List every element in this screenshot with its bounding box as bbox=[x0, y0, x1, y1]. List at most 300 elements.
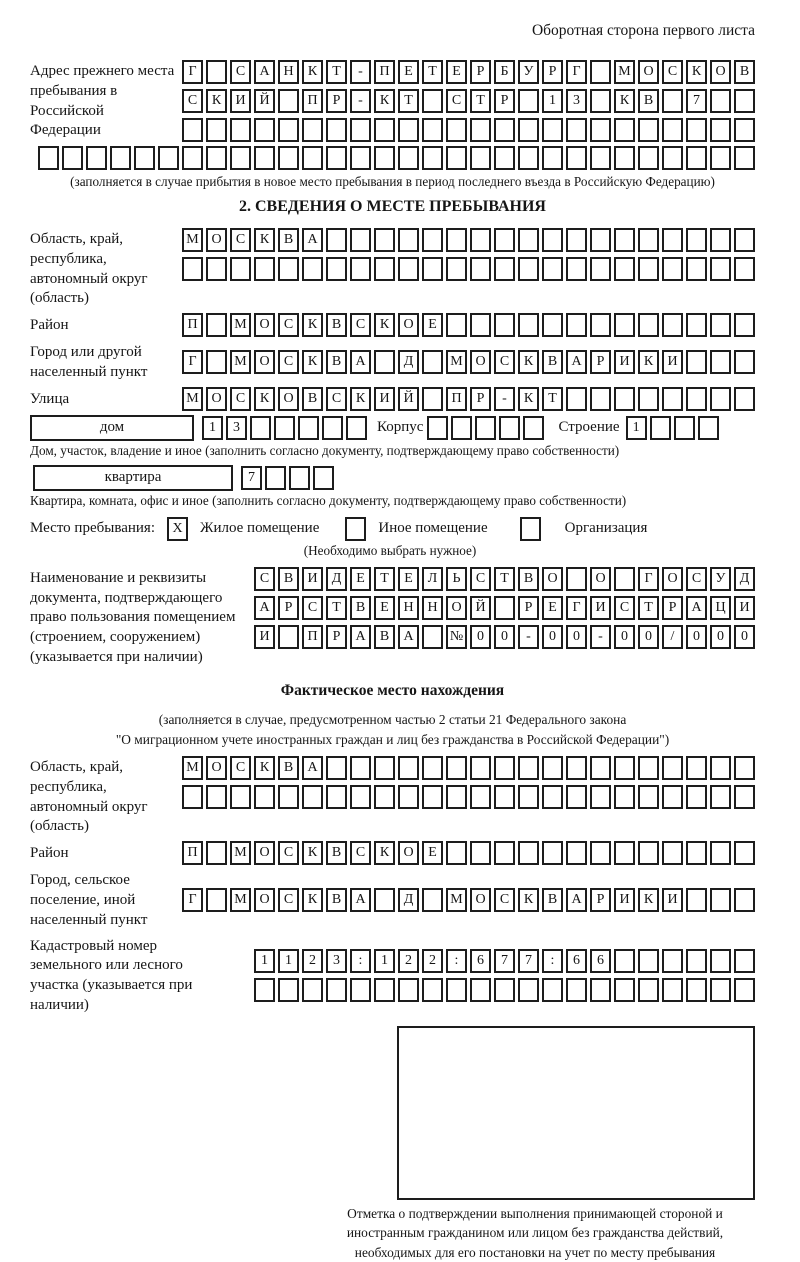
char-box bbox=[710, 387, 731, 411]
char-box bbox=[278, 978, 299, 1002]
char-box: П bbox=[374, 60, 395, 84]
char-box bbox=[475, 416, 496, 440]
district-label: Район bbox=[30, 317, 69, 334]
char-box: 2 bbox=[302, 949, 323, 973]
char-box: С bbox=[470, 567, 491, 591]
char-box bbox=[638, 313, 659, 337]
char-box bbox=[662, 146, 683, 170]
char-box bbox=[710, 841, 731, 865]
char-box: О bbox=[254, 888, 275, 912]
char-box bbox=[422, 257, 443, 281]
char-box: А bbox=[302, 228, 323, 252]
char-box bbox=[518, 756, 539, 780]
char-box bbox=[499, 416, 520, 440]
char-box: Ь bbox=[446, 567, 467, 591]
char-box bbox=[734, 756, 755, 780]
char-box bbox=[542, 978, 563, 1002]
char-box: П bbox=[182, 841, 203, 865]
document-block bbox=[30, 567, 755, 668]
char-box bbox=[518, 146, 539, 170]
char-box bbox=[446, 978, 467, 1002]
char-box: К bbox=[614, 89, 635, 113]
char-box bbox=[470, 146, 491, 170]
cadastral-block bbox=[30, 935, 755, 1016]
char-box: Д bbox=[326, 567, 347, 591]
char-box bbox=[734, 949, 755, 973]
char-box bbox=[206, 841, 227, 865]
char-box bbox=[494, 257, 515, 281]
char-box bbox=[326, 785, 347, 809]
char-box bbox=[254, 257, 275, 281]
char-box: К bbox=[302, 841, 323, 865]
char-box: К bbox=[518, 387, 539, 411]
char-box bbox=[374, 756, 395, 780]
city-label: Город или другой населенный пункт bbox=[30, 344, 148, 380]
char-box: О bbox=[254, 350, 275, 374]
char-box bbox=[494, 841, 515, 865]
char-box bbox=[518, 785, 539, 809]
section-2-title: 2. СВЕДЕНИЯ О МЕСТЕ ПРЕБЫВАНИЯ bbox=[239, 198, 546, 215]
char-box: В bbox=[542, 350, 563, 374]
char-box bbox=[422, 978, 443, 1002]
char-box: Н bbox=[422, 596, 443, 620]
char-box bbox=[686, 257, 707, 281]
char-box bbox=[542, 785, 563, 809]
char-box: 0 bbox=[686, 625, 707, 649]
char-box: Й bbox=[470, 596, 491, 620]
char-box bbox=[734, 888, 755, 912]
char-box: П bbox=[182, 313, 203, 337]
char-box bbox=[350, 785, 371, 809]
region-row-2 bbox=[182, 257, 755, 281]
char-box: 1 bbox=[374, 949, 395, 973]
char-box: С bbox=[614, 596, 635, 620]
confirmation-note: Отметка о подтверждении выполнения принимающей стороной и иностранным гражданином или лицом без гражданства действий, необходимых для его постановки на учет по месту пребывания bbox=[346, 1205, 724, 1260]
char-box: С bbox=[302, 596, 323, 620]
stay-option-dwelling-label: Жилое помещение bbox=[200, 520, 320, 537]
char-box bbox=[614, 118, 635, 142]
char-box bbox=[518, 313, 539, 337]
house-block bbox=[30, 415, 755, 441]
char-box: Й bbox=[398, 387, 419, 411]
char-box: Г bbox=[566, 596, 587, 620]
char-box bbox=[322, 416, 343, 440]
char-box bbox=[451, 416, 472, 440]
char-box: 7 bbox=[494, 949, 515, 973]
char-box bbox=[734, 841, 755, 865]
char-box bbox=[254, 118, 275, 142]
street-block bbox=[30, 387, 755, 411]
char-box bbox=[638, 785, 659, 809]
char-box: О bbox=[470, 350, 491, 374]
char-box bbox=[614, 978, 635, 1002]
street-label: Улица bbox=[30, 390, 70, 407]
char-box bbox=[346, 416, 367, 440]
prev-address-row-2 bbox=[182, 89, 755, 113]
char-box bbox=[614, 313, 635, 337]
char-box: О bbox=[398, 841, 419, 865]
char-box bbox=[134, 146, 155, 170]
street-row bbox=[182, 387, 755, 411]
char-box: В bbox=[326, 841, 347, 865]
char-box bbox=[278, 118, 299, 142]
char-box: О bbox=[638, 60, 659, 84]
char-box: И bbox=[230, 89, 251, 113]
char-box: 7 bbox=[686, 89, 707, 113]
char-box: И bbox=[254, 625, 275, 649]
char-box bbox=[206, 118, 227, 142]
char-box: С bbox=[350, 841, 371, 865]
char-box bbox=[662, 228, 683, 252]
document-row-2 bbox=[254, 596, 755, 620]
char-box bbox=[662, 387, 683, 411]
char-box bbox=[710, 146, 731, 170]
char-box: Р bbox=[662, 596, 683, 620]
char-box bbox=[182, 785, 203, 809]
actual-district-row bbox=[182, 841, 755, 865]
char-box bbox=[422, 350, 443, 374]
char-box bbox=[638, 949, 659, 973]
char-box: В bbox=[326, 313, 347, 337]
char-box bbox=[590, 785, 611, 809]
char-box bbox=[662, 89, 683, 113]
char-box: И bbox=[734, 596, 755, 620]
char-box bbox=[427, 416, 448, 440]
char-box: М bbox=[614, 60, 635, 84]
char-box bbox=[662, 756, 683, 780]
char-box bbox=[289, 466, 310, 490]
actual-region-row-2 bbox=[182, 785, 755, 809]
char-box: В bbox=[278, 567, 299, 591]
char-box: : bbox=[446, 949, 467, 973]
char-box: В bbox=[326, 350, 347, 374]
char-box: К bbox=[686, 60, 707, 84]
char-box bbox=[542, 146, 563, 170]
char-box: Т bbox=[398, 89, 419, 113]
char-box bbox=[662, 785, 683, 809]
char-box bbox=[422, 756, 443, 780]
char-box: Р bbox=[590, 350, 611, 374]
char-box bbox=[638, 756, 659, 780]
char-box: А bbox=[254, 596, 275, 620]
district-block bbox=[30, 313, 755, 337]
prev-address-row-4 bbox=[38, 146, 755, 170]
char-box bbox=[110, 146, 131, 170]
char-box bbox=[250, 416, 271, 440]
char-box: К bbox=[254, 387, 275, 411]
char-box bbox=[470, 313, 491, 337]
char-box: К bbox=[374, 313, 395, 337]
char-box bbox=[206, 785, 227, 809]
document-grids bbox=[254, 567, 755, 649]
char-box bbox=[446, 785, 467, 809]
prev-address-grids bbox=[182, 60, 755, 142]
char-box bbox=[566, 978, 587, 1002]
char-box bbox=[614, 228, 635, 252]
char-box: : bbox=[542, 949, 563, 973]
char-box bbox=[686, 756, 707, 780]
actual-location-title: Фактическое место нахождения bbox=[280, 681, 505, 699]
char-box bbox=[734, 313, 755, 337]
char-box: Г bbox=[182, 888, 203, 912]
char-box bbox=[398, 257, 419, 281]
char-box bbox=[614, 949, 635, 973]
char-box: Е bbox=[422, 313, 443, 337]
char-box bbox=[686, 146, 707, 170]
char-box: С bbox=[662, 60, 683, 84]
char-box bbox=[182, 146, 203, 170]
char-box: С bbox=[278, 313, 299, 337]
char-box: С bbox=[278, 841, 299, 865]
char-box bbox=[206, 257, 227, 281]
char-box: 1 bbox=[202, 416, 223, 440]
char-box: М bbox=[230, 841, 251, 865]
char-box: М bbox=[182, 756, 203, 780]
char-box bbox=[523, 416, 544, 440]
char-box bbox=[734, 978, 755, 1002]
char-box: А bbox=[350, 888, 371, 912]
char-box: М bbox=[230, 888, 251, 912]
char-box: С bbox=[494, 350, 515, 374]
char-box: С bbox=[446, 89, 467, 113]
char-box: О bbox=[206, 228, 227, 252]
char-box bbox=[710, 257, 731, 281]
char-box bbox=[278, 146, 299, 170]
char-box bbox=[313, 466, 334, 490]
char-box bbox=[38, 146, 59, 170]
char-box bbox=[710, 785, 731, 809]
char-box bbox=[590, 89, 611, 113]
char-box bbox=[542, 118, 563, 142]
char-box: В bbox=[326, 888, 347, 912]
prev-address-row-3 bbox=[182, 118, 755, 142]
char-box: В bbox=[278, 228, 299, 252]
char-box: П bbox=[302, 625, 323, 649]
char-box bbox=[494, 978, 515, 1002]
char-box: Т bbox=[470, 89, 491, 113]
char-box: А bbox=[566, 350, 587, 374]
char-box bbox=[398, 756, 419, 780]
char-box bbox=[710, 978, 731, 1002]
char-box bbox=[614, 567, 635, 591]
actual-city-row bbox=[182, 888, 755, 912]
char-box: М bbox=[182, 387, 203, 411]
char-box bbox=[326, 118, 347, 142]
char-box bbox=[278, 625, 299, 649]
char-box: П bbox=[446, 387, 467, 411]
char-box bbox=[326, 257, 347, 281]
char-box bbox=[265, 466, 286, 490]
char-box bbox=[374, 146, 395, 170]
char-box: 0 bbox=[614, 625, 635, 649]
stay-option-other-premises-label: Иное помещение bbox=[378, 520, 488, 537]
char-box bbox=[710, 89, 731, 113]
char-box bbox=[470, 118, 491, 142]
stay-option-organization-label: Организация bbox=[564, 520, 648, 537]
actual-city-label: Город, сельское поселение, иной населенный пункт bbox=[30, 872, 148, 928]
char-box bbox=[230, 118, 251, 142]
char-box: 1 bbox=[626, 416, 647, 440]
char-box bbox=[566, 146, 587, 170]
char-box bbox=[182, 118, 203, 142]
char-box bbox=[566, 785, 587, 809]
char-box: О bbox=[254, 841, 275, 865]
korpus-cells bbox=[427, 416, 544, 440]
char-box bbox=[590, 387, 611, 411]
prev-address-row-4-wrap bbox=[30, 146, 755, 170]
char-box bbox=[590, 146, 611, 170]
char-box bbox=[470, 228, 491, 252]
char-box: Е bbox=[398, 60, 419, 84]
char-box: Д bbox=[398, 888, 419, 912]
actual-region-block bbox=[30, 756, 755, 837]
char-box bbox=[638, 257, 659, 281]
char-box: Т bbox=[494, 567, 515, 591]
char-box bbox=[494, 596, 515, 620]
char-box: Е bbox=[350, 567, 371, 591]
apartment-cells bbox=[241, 466, 334, 490]
char-box bbox=[662, 949, 683, 973]
char-box bbox=[542, 313, 563, 337]
char-box bbox=[278, 257, 299, 281]
char-box: В bbox=[518, 567, 539, 591]
char-box bbox=[446, 146, 467, 170]
char-box bbox=[638, 841, 659, 865]
char-box: К bbox=[374, 841, 395, 865]
char-box: Ц bbox=[710, 596, 731, 620]
char-box: Й bbox=[254, 89, 275, 113]
char-box: О bbox=[542, 567, 563, 591]
char-box: К bbox=[302, 60, 323, 84]
char-box bbox=[590, 257, 611, 281]
char-box bbox=[734, 350, 755, 374]
char-box bbox=[734, 387, 755, 411]
char-box bbox=[350, 257, 371, 281]
char-box: А bbox=[686, 596, 707, 620]
char-box bbox=[446, 228, 467, 252]
char-box: - bbox=[494, 387, 515, 411]
char-box: Т bbox=[638, 596, 659, 620]
actual-district-label: Район bbox=[30, 845, 69, 862]
char-box bbox=[638, 118, 659, 142]
char-box bbox=[542, 257, 563, 281]
char-box bbox=[686, 350, 707, 374]
char-box: 2 bbox=[422, 949, 443, 973]
char-box: И bbox=[374, 387, 395, 411]
char-box bbox=[710, 756, 731, 780]
actual-region-row-1 bbox=[182, 756, 755, 780]
char-box bbox=[614, 756, 635, 780]
char-box bbox=[686, 228, 707, 252]
char-box bbox=[638, 146, 659, 170]
region-row-1 bbox=[182, 228, 755, 252]
char-box bbox=[374, 978, 395, 1002]
char-box: В bbox=[542, 888, 563, 912]
char-box bbox=[158, 146, 179, 170]
char-box bbox=[182, 257, 203, 281]
apartment-type-box: квартира bbox=[33, 465, 233, 491]
char-box: М bbox=[182, 228, 203, 252]
char-box bbox=[446, 841, 467, 865]
char-box bbox=[302, 785, 323, 809]
prev-address-label: Адрес прежнего места пребывания в Российской Федерации bbox=[30, 63, 175, 139]
actual-region-grids bbox=[182, 756, 755, 837]
char-box bbox=[446, 313, 467, 337]
char-box: В bbox=[374, 625, 395, 649]
char-box bbox=[446, 118, 467, 142]
char-box: Т bbox=[374, 567, 395, 591]
char-box: Р bbox=[278, 596, 299, 620]
prev-address-block bbox=[30, 60, 755, 142]
char-box: А bbox=[566, 888, 587, 912]
char-box bbox=[518, 118, 539, 142]
char-box: С bbox=[278, 350, 299, 374]
char-box: О bbox=[398, 313, 419, 337]
char-box: О bbox=[254, 313, 275, 337]
char-box bbox=[206, 888, 227, 912]
char-box: О bbox=[446, 596, 467, 620]
char-box: / bbox=[662, 625, 683, 649]
char-box bbox=[734, 785, 755, 809]
char-box: П bbox=[302, 89, 323, 113]
char-box: К bbox=[302, 350, 323, 374]
char-box bbox=[446, 257, 467, 281]
char-box: И bbox=[662, 888, 683, 912]
char-box bbox=[614, 387, 635, 411]
char-box bbox=[566, 257, 587, 281]
char-box: 3 bbox=[326, 949, 347, 973]
char-box: 0 bbox=[734, 625, 755, 649]
char-box bbox=[350, 228, 371, 252]
char-box: Р bbox=[590, 888, 611, 912]
char-box: М bbox=[230, 313, 251, 337]
char-box: 0 bbox=[710, 625, 731, 649]
char-box bbox=[254, 146, 275, 170]
char-box: С bbox=[686, 567, 707, 591]
char-box: А bbox=[254, 60, 275, 84]
char-box bbox=[206, 313, 227, 337]
char-box: К bbox=[638, 350, 659, 374]
char-box: 1 bbox=[278, 949, 299, 973]
char-box: С bbox=[350, 313, 371, 337]
char-box bbox=[494, 118, 515, 142]
char-box: 0 bbox=[566, 625, 587, 649]
char-box: Т bbox=[326, 60, 347, 84]
char-box: И bbox=[590, 596, 611, 620]
char-box bbox=[494, 756, 515, 780]
char-box: Р bbox=[518, 596, 539, 620]
char-box: Н bbox=[398, 596, 419, 620]
stay-type-label: Место пребывания: bbox=[30, 520, 155, 537]
char-box: Б bbox=[494, 60, 515, 84]
city-block bbox=[30, 341, 755, 383]
char-box bbox=[590, 841, 611, 865]
char-box bbox=[638, 228, 659, 252]
char-box: Е bbox=[446, 60, 467, 84]
char-box: С bbox=[230, 387, 251, 411]
char-box: Т bbox=[326, 596, 347, 620]
char-box bbox=[638, 978, 659, 1002]
char-box: - bbox=[350, 60, 371, 84]
char-box bbox=[494, 313, 515, 337]
char-box: У bbox=[710, 567, 731, 591]
char-box: М bbox=[446, 350, 467, 374]
house-cells bbox=[202, 416, 367, 440]
stroenie-label: Строение bbox=[558, 419, 620, 436]
char-box bbox=[470, 978, 491, 1002]
char-box bbox=[686, 118, 707, 142]
char-box bbox=[422, 888, 443, 912]
